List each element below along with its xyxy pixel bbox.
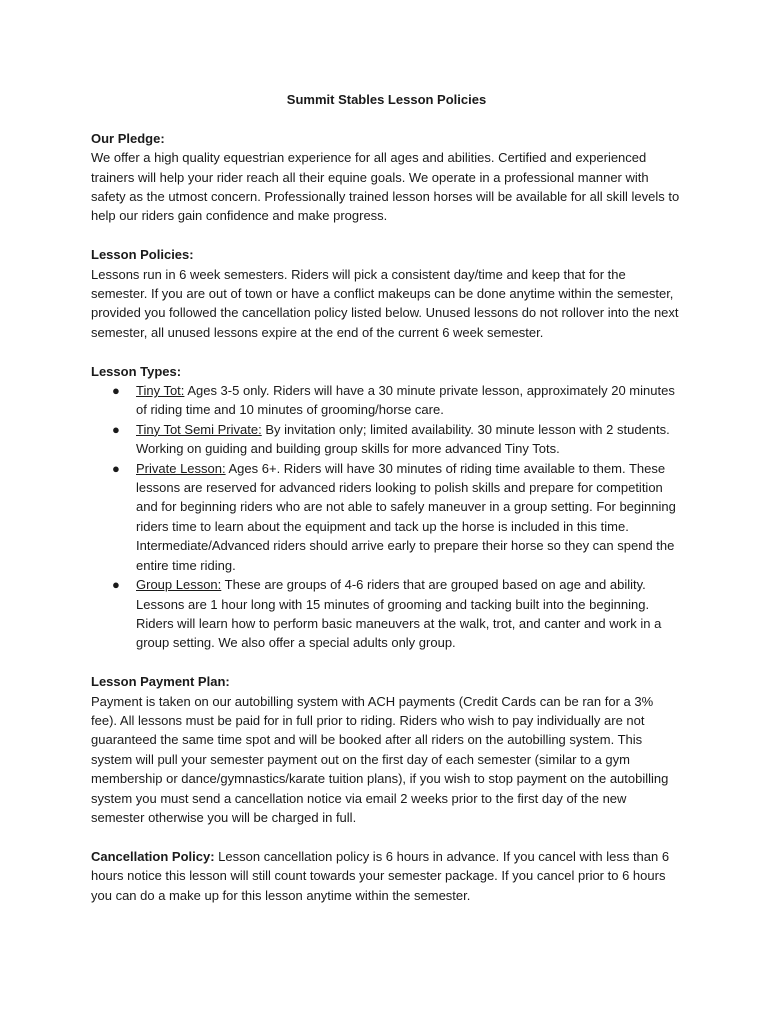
list-item-tiny-tot-semi-private [91, 420, 682, 459]
bullet-icon: ● [112, 383, 120, 399]
lesson-types-list [91, 381, 682, 653]
pledge-heading: Our Pledge: [91, 130, 165, 146]
lesson-type-name: Tiny Tot Semi Private: [136, 421, 262, 437]
bullet-icon: ● [112, 577, 120, 593]
lesson-type-text: By invitation only; limited availability. 30 minute lesson with 2 students. Working on guiding and building group skills for more advanced Tiny Tots. [136, 421, 670, 457]
bullet-icon: ● [112, 460, 120, 476]
list-item-tiny-tot [91, 381, 682, 420]
lesson-type-name: Group Lesson: [136, 577, 222, 593]
pledge-section [91, 129, 682, 226]
cancellation-heading: Cancellation Policy: [91, 848, 215, 864]
lesson-type-text: Ages 3-5 only. Riders will have a 30 minute private lesson, approximately 20 minutes of riding time and 10 minutes of grooming/horse care. [136, 383, 675, 418]
cancellation-body: Lesson cancellation policy is 6 hours in advance. If you cancel with less than 6 hours notice this lesson will still count towards your semester package. If you cancel prior to 6 hours you can do a make up for this lesson anytime within the semester. [91, 848, 670, 903]
list-item-private-lesson [91, 459, 682, 575]
list-item-group-lesson [91, 575, 682, 653]
policies-heading: Lesson Policies: [91, 247, 194, 263]
cancellation-paragraph [91, 847, 682, 905]
lesson-type-name: Private Lesson: [136, 460, 226, 476]
lesson-type-text: Ages 6+. Riders will have 30 minutes of riding time available to them. These lessons are reserved for advanced riders looking to polish skills and prepare for competition and for beginning riders who are not able to safely maneuver in a group setting. For beginning riders time to learn about the equipment and tack up the horse is included in this time. Intermediate/Advanced riders should arrive early to prepare their horse so they can spend the entire time riding. [136, 460, 676, 573]
bullet-icon: ● [112, 421, 120, 437]
payment-body: Payment is taken on our autobilling system with ACH payments (Credit Cards can be ran for a 3% fee). All lessons must be paid for in full prior to riding. Riders who wish to pay individually are not guaranteed the same time spot and will be booked after all riders on the autobilling system. This system will pull your semester payment out on the first day of each semester (similar to a gym membership or dance/gymnastics/karate tuition plans), if you wish to stop payment on the autobilling system you must send a cancellation notice via email 2 weeks prior to the first day of the new semester otherwise you will be charged in full. [91, 693, 669, 825]
lesson-type-text: These are groups of 4-6 riders that are grouped based on age and ability. Lessons are 1 hour long with 15 minutes of grooming and tacking built into the beginning. Riders will learn how to perform basic maneuvers at the walk, trot, and canter and work in a group setting. We also offer a special adults only group. [136, 577, 662, 651]
document-title: Summit Stables Lesson Policies [286, 92, 487, 107]
payment-section [91, 672, 682, 827]
types-section [91, 362, 682, 653]
lesson-type-name: Tiny Tot: [136, 383, 185, 399]
policies-section [91, 245, 682, 342]
types-heading: Lesson Types: [91, 363, 182, 379]
pledge-body: We offer a high quality equestrian experience for all ages and abilities. Certified and experienced trainers will help your rider reach all their equine goals. We operate in a professional manner with safety as the utmost concern. Professionally trained lesson horses will be available for all skill levels to help our riders gain confidence and make progress. [91, 150, 680, 224]
payment-heading: Lesson Payment Plan: [91, 674, 230, 690]
policies-body: Lessons run in 6 week semesters. Riders will pick a consistent day/time and keep that for the semester. If you are out of town or have a conflict makeups can be done anytime within the semester, provided you followed the cancellation policy listed below. Unused lessons do not rollover into the next semester, all unused lessons expire at the end of the current 6 week semester. [91, 266, 679, 340]
cancellation-section [91, 847, 682, 905]
